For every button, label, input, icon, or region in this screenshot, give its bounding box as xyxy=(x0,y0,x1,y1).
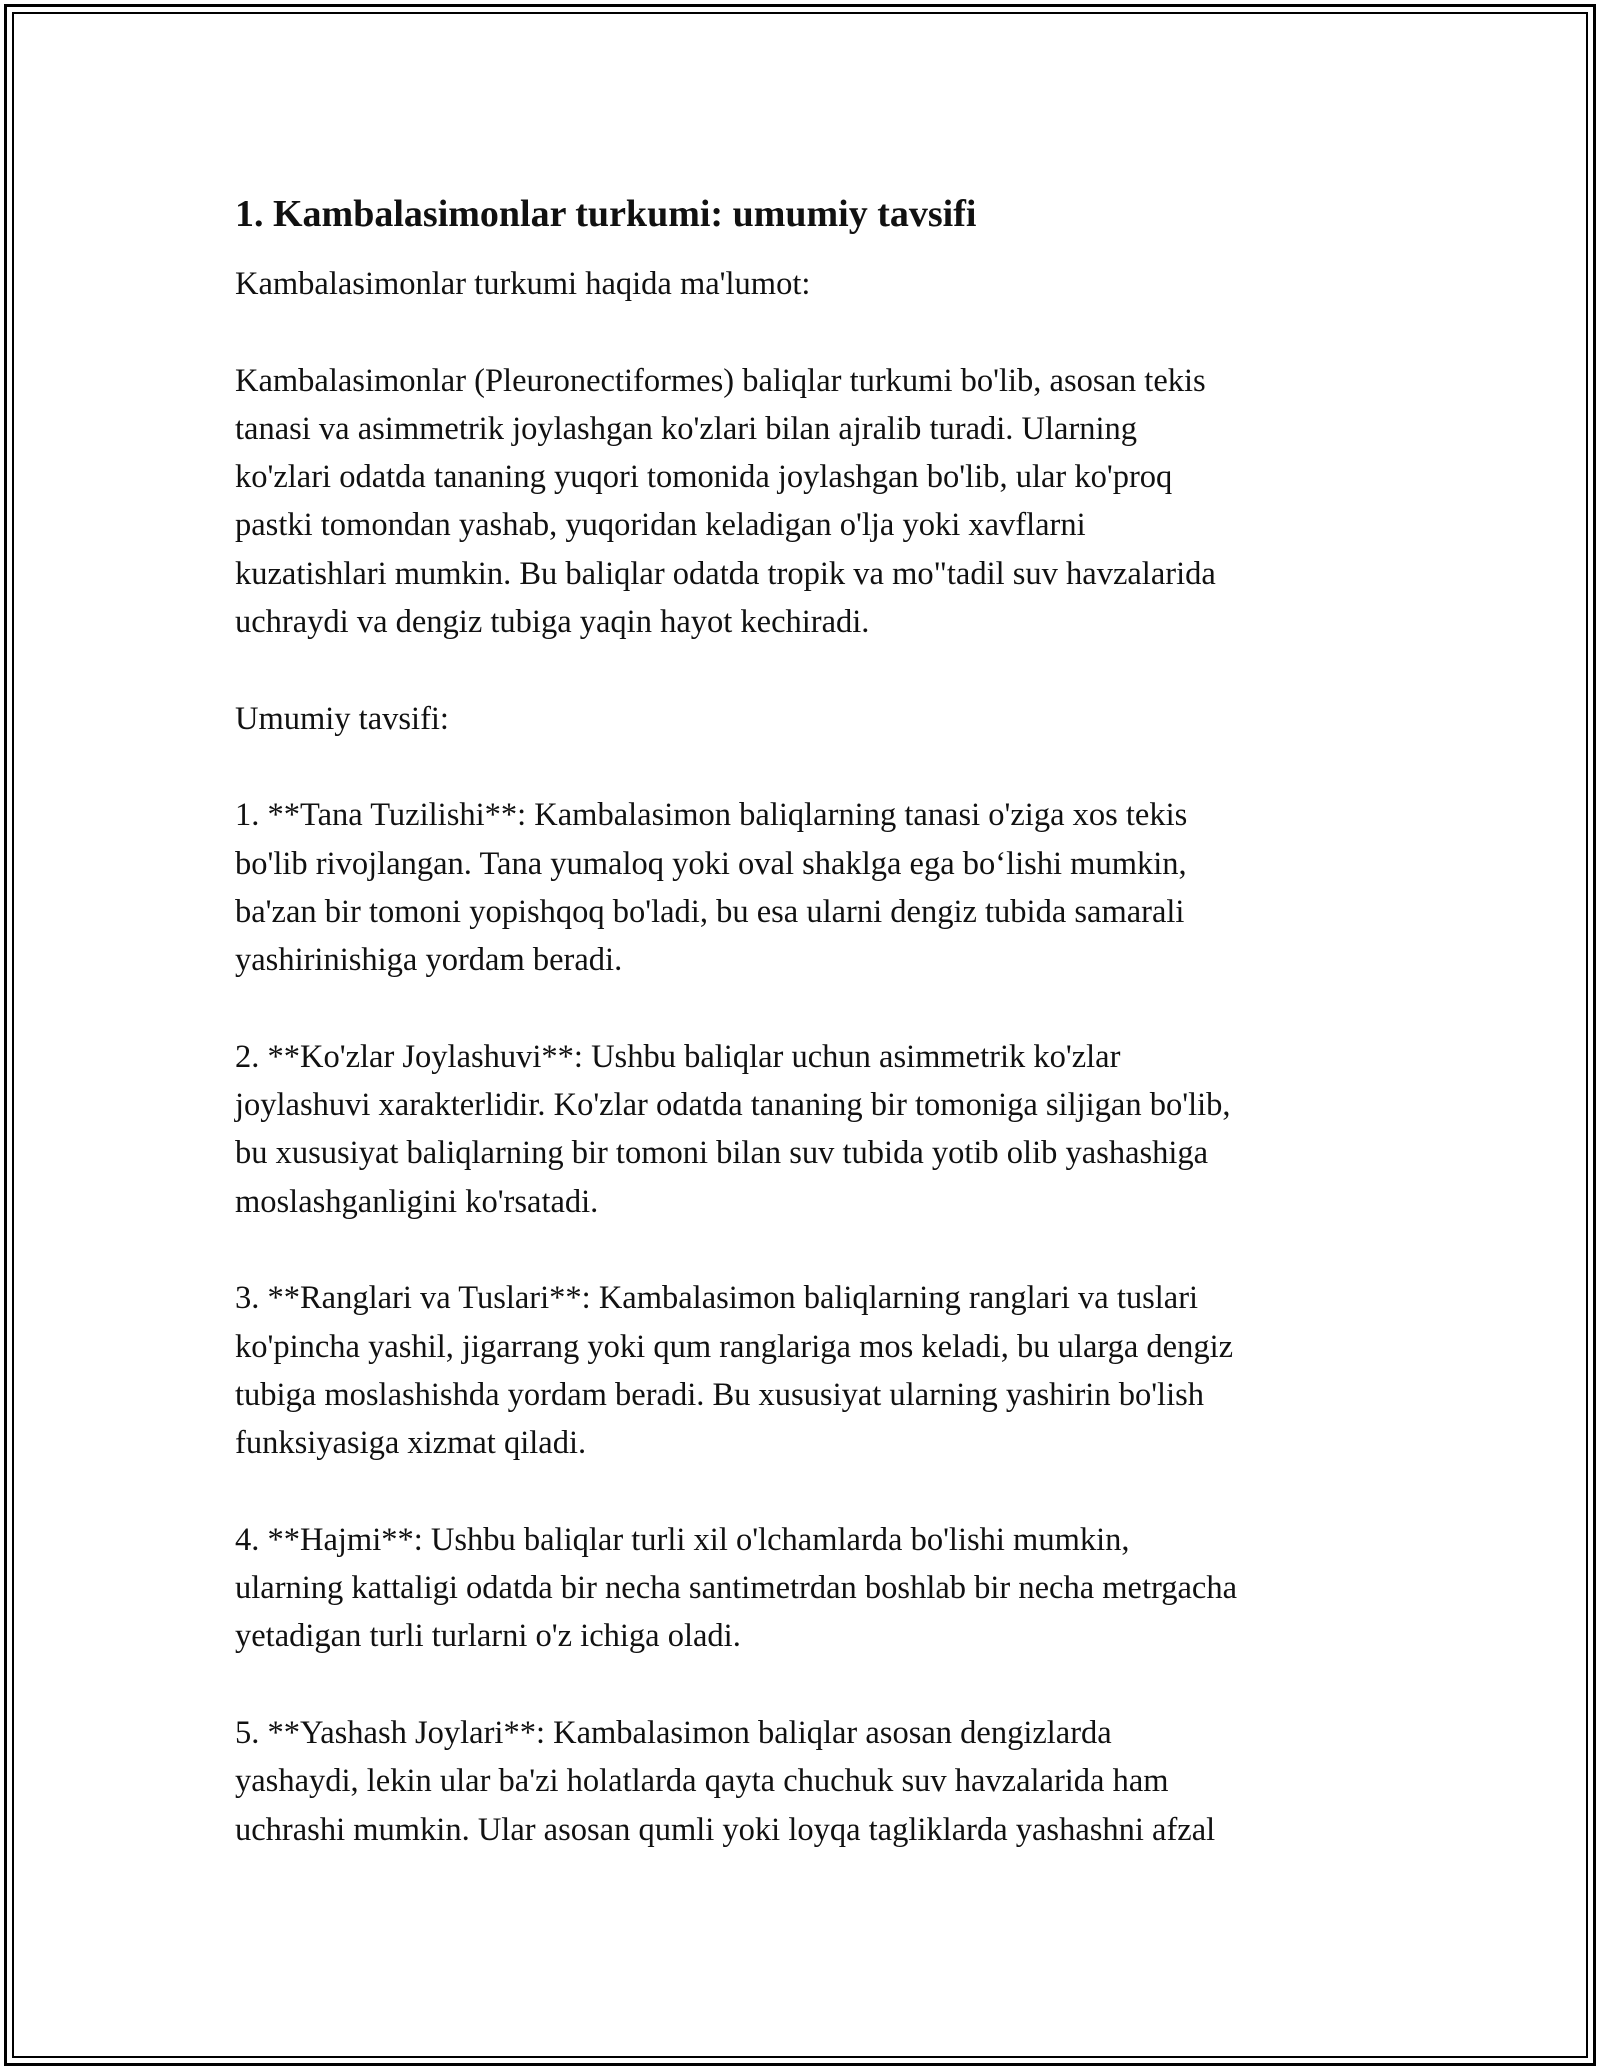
list-item-3: 3. **Ranglari va Tuslari**: Kambalasimon baliqlarning ranglari va tuslari ko'pincha yashil, jigarrang yoki qum ranglariga mos keladi, bu ularga dengiz tubiga moslashishda yordam beradi. Bu xususiyat ularning yashirin bo'lish funksiyasiga xizmat qiladi. xyxy=(235,1280,1234,1462)
subheading-paragraph: Umumiy tavsifi: xyxy=(235,700,449,737)
document-body xyxy=(235,188,1385,1854)
document-title: 1. Kambalasimonlar turkumi: umumiy tavsifi xyxy=(235,193,977,235)
list-item-1: 1. **Tana Tuzilishi**: Kambalasimon baliqlarning tanasi o'ziga xos tekis bo'lib rivojlangan. Tana yumaloq yoki oval shaklga ega bo‘lishi mumkin, ba'zan bir tomoni yopishqoq bo'ladi, bu esa ularni dengiz tubida samarali yashirinishiga yordam beradi. xyxy=(235,797,1188,979)
list-item-5: 5. **Yashash Joylari**: Kambalasimon baliqlar asosan dengizlarda yashaydi, lekin ular ba'zi holatlarda qayta chuchuk suv havzalarida ham uchrashi mumkin. Ular asosan qumli yoki loyqa tagliklarda yashashni afzal xyxy=(235,1714,1216,1848)
list-item-2: 2. **Ko'zlar Joylashuvi**: Ushbu baliqlar uchun asimmetrik ko'zlar joylashuvi xarakterlidir. Ko'zlar odatda tananing bir tomoniga siljigan bo'lib, bu xususiyat baliqlarning bir tomoni bilan suv tubida yotib olib yashashiga moslashganligini ko'rsatadi. xyxy=(235,1038,1231,1220)
description-paragraph: Kambalasimonlar (Pleuronectiformes) baliqlar turkumi bo'lib, asosan tekis tanasi va asimmetrik joylashgan ko'zlari bilan ajralib turadi. Ularning ko'zlari odatda tananing yuqori tomonida joylashgan bo'lib, ular ko'proq pastki tomondan yashab, yuqoridan keladigan o'lja yoki xavflarni kuzatishlari mumkin. Bu baliqlar odatda tropik va mo"tadil suv havzalarida uchraydi va dengiz tubiga yaqin hayot kechiradi. xyxy=(235,362,1216,641)
intro-paragraph: Kambalasimonlar turkumi haqida ma'lumot: xyxy=(235,266,811,302)
list-item-4: 4. **Hajmi**: Ushbu baliqlar turli xil o'lchamlarda bo'lishi mumkin, ularning kattaligi odatda bir necha santimetrdan boshlab bir necha metrgacha yetadigan turli turlarni o'z ichiga oladi. xyxy=(235,1521,1238,1655)
